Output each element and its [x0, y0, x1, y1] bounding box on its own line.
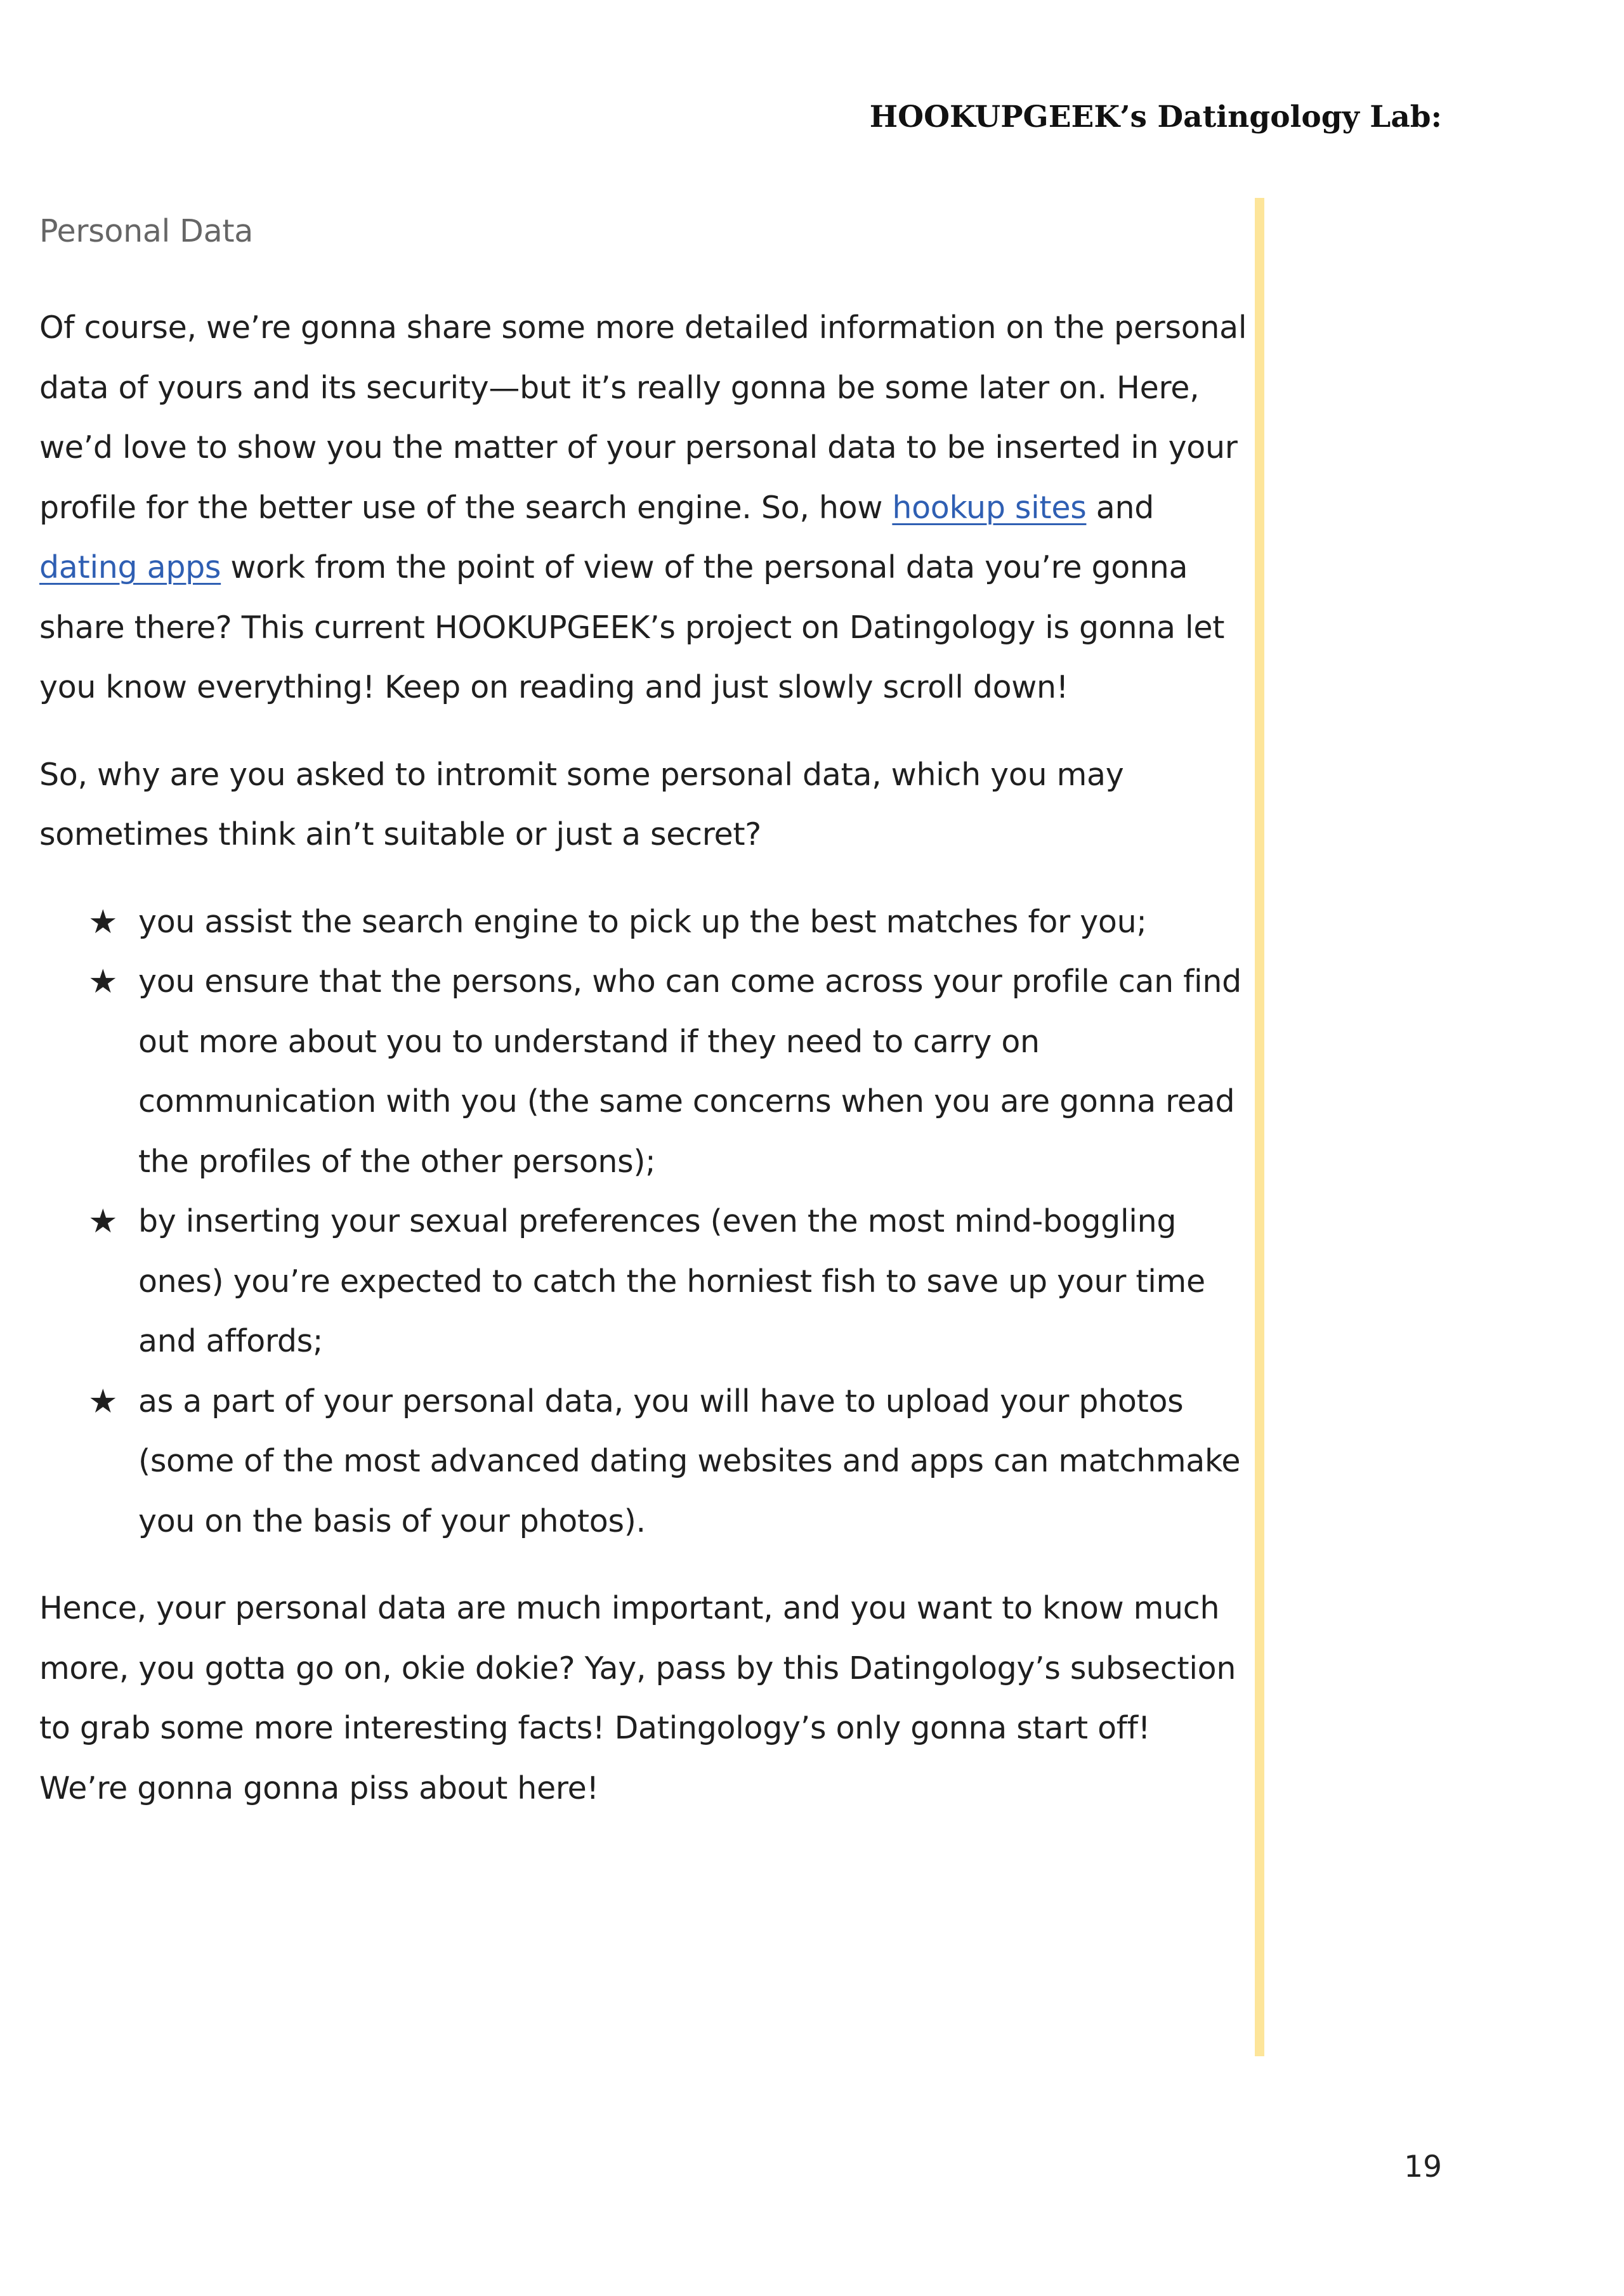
- star-bullet-icon: ★: [88, 963, 118, 1001]
- intro-text-part-3: work from the point of view of the personal data you’re gonna share there? This current HOOKUPGEEK’s project on Datingology is gonna let you know everything! Keep on reading and just slowly scroll down!: [39, 549, 1225, 705]
- star-bullet-icon: ★: [88, 1203, 118, 1241]
- closing-paragraph: Hence, your personal data are much important, and you want to know much more, you gotta go on, okie dokie? Yay, pass by this Datingology’s subsection to grab some more interesting facts! Datingology’s only gonna start off! We’re gonna gonna piss about here!: [39, 1590, 1236, 1806]
- intro-text-part-1: Of course, we’re gonna share some more detailed information on the personal data of yours and its security—but it’s really gonna be some later on. Here, we’d love to show you the matter of your personal data to be inserted in your profile for the better use of the search engine. So, how: [39, 310, 1247, 526]
- intro-text-part-2: and: [1086, 489, 1154, 526]
- list-item-text: as a part of your personal data, you will have to upload your photos (some of the most advanced dating websites and apps can matchmake you on the basis of your photos).: [138, 1383, 1241, 1539]
- star-bullet-icon: ★: [88, 903, 118, 941]
- page-content: [39, 212, 1248, 1846]
- reasons-list: [39, 892, 1248, 1552]
- list-item: [39, 892, 1248, 953]
- section-title: Personal Data: [39, 213, 253, 249]
- page-number: 19: [1404, 2149, 1442, 2184]
- list-item: [39, 1192, 1248, 1372]
- hookup-sites-link[interactable]: hookup sites: [892, 489, 1087, 526]
- intro-paragraph: [39, 298, 1248, 718]
- star-bullet-icon: ★: [88, 1382, 118, 1421]
- list-item-text: you assist the search engine to pick up the best matches for you;: [138, 903, 1147, 940]
- header-title: HOOKUPGEEK’s Datingology Lab:: [869, 100, 1442, 134]
- dating-apps-link[interactable]: dating apps: [39, 549, 221, 585]
- list-item-text: you ensure that the persons, who can come across your profile can find out more about you to understand if they need to carry on communication with you (the same concerns when you are gonna read the profiles of the other persons);: [138, 963, 1241, 1180]
- question-paragraph: So, why are you asked to intromit some personal data, which you may sometimes think ain’t suitable or just a secret?: [39, 756, 1124, 852]
- list-item: [39, 952, 1248, 1192]
- list-item-text: by inserting your sexual preferences (even the most mind-boggling ones) you’re expected to catch the horniest fish to save up your time and affords;: [138, 1203, 1205, 1359]
- list-item: [39, 1372, 1248, 1552]
- accent-side-bar: [1255, 198, 1264, 2056]
